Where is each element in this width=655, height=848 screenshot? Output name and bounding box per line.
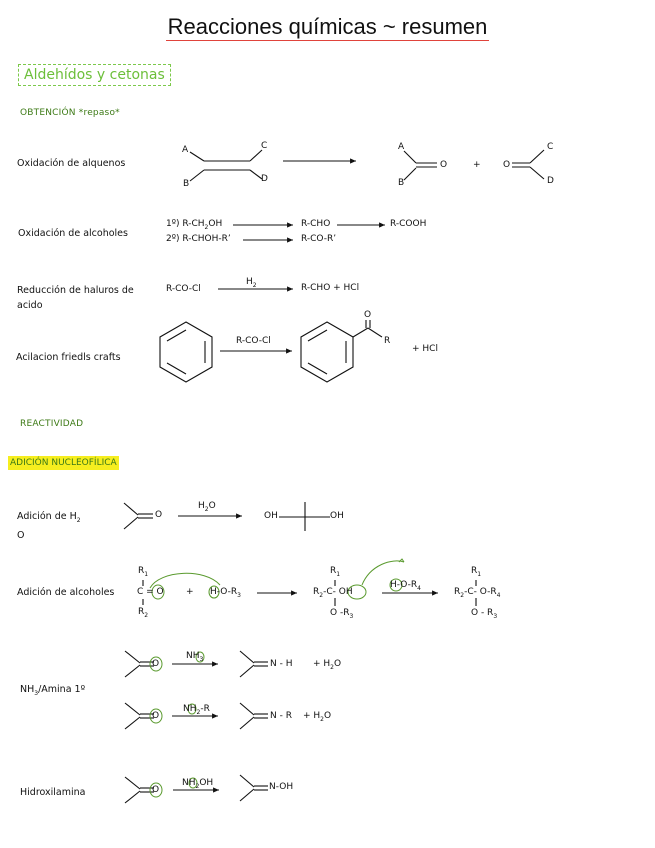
hx-ketone-O: O (152, 785, 160, 795)
reactividad-heading: REACTIVIDAD (20, 419, 84, 429)
atom-D: D (261, 174, 268, 184)
h2o-reagent-sub: 2 (204, 505, 209, 513)
product1-B: B (398, 178, 405, 188)
alc-R2 (138, 607, 148, 619)
obtencion-heading: OBTENCIÓN *repaso* (20, 108, 120, 118)
label-nh3-a: NH (20, 684, 35, 695)
amine-water-o: O (324, 711, 332, 721)
alc-int-c: -C- (323, 587, 336, 597)
oxid2-reactant: 2º) R-CHOH-R’ (166, 234, 231, 244)
h2o-reagent-o: O (208, 501, 216, 511)
imine-product (240, 651, 268, 677)
substituted-imine (240, 703, 268, 729)
alc-R1-sub: 1 (144, 570, 149, 578)
oxime-label: N-OH (269, 782, 294, 792)
label-nh3-b: /Amina 1º (38, 684, 86, 695)
h2o-ketone-O: O (155, 510, 163, 520)
acilacion-R: R (384, 336, 391, 346)
nh3-water (313, 659, 341, 671)
acetal-left: R (454, 587, 461, 597)
reduccion-reagent-sub: 2 (252, 281, 257, 289)
reduccion-reagent-text: H (246, 277, 253, 287)
atom-B: B (183, 179, 190, 189)
reduccion-product: R-CHO + HCl (301, 283, 360, 293)
nh3-water-o: O (334, 659, 342, 669)
hx-reagent-tail: OH (199, 778, 214, 788)
reduccion-reagent (246, 277, 257, 289)
oxime-product (240, 775, 268, 801)
label-adicion-alcoholes: Adición de alcoholes (17, 587, 115, 598)
amine-water-sub: 2 (320, 715, 324, 723)
alc-int-left-sub: 2 (319, 591, 324, 599)
hx-reagent-text: NH (182, 778, 196, 788)
alc-int-oh: OH (338, 587, 353, 597)
plus-sign: + (473, 160, 481, 170)
alc-R2-text: R (138, 607, 145, 617)
alc-int-or-text: O -R (330, 608, 350, 618)
acetal-R1-text: R (471, 566, 478, 576)
label-acilacion: Acilacion friedls crafts (16, 352, 121, 363)
alc-int-R1 (330, 566, 340, 578)
nh3-water-h: + H (313, 659, 331, 669)
nh3-reagent-text: NH (186, 651, 200, 661)
aldehyde-product-1 (404, 151, 437, 180)
acetal-R1 (471, 566, 481, 578)
nh3-ketone-O: O (152, 659, 160, 669)
alc-reagent-h: H (210, 587, 217, 597)
alc-int-or-sub: 3 (349, 612, 354, 620)
label-hidroxilamina: Hidroxilamina (20, 787, 86, 798)
alc-reagent-2-sub: 4 (417, 584, 421, 592)
ketone-h2o (124, 503, 153, 529)
amine-product: N - R (270, 711, 292, 721)
nh3-water-sub: 2 (330, 663, 334, 671)
alc-int-OR (330, 608, 353, 620)
oxid1-sub: 2 (204, 223, 209, 231)
oxid1-reactant-text: 1º) R-CH (166, 219, 205, 229)
alc-reagent (210, 587, 241, 599)
page-title: Reacciones químicas ~ resumen (167, 14, 488, 39)
product2-D: D (547, 176, 554, 186)
product2-C: C (547, 142, 554, 152)
amine-ketone-O: O (152, 711, 160, 721)
acilacion-O: O (364, 310, 372, 320)
alkene-structure (190, 150, 262, 181)
acilacion-reagent: R-CO-Cl (236, 336, 271, 346)
label-nh3-sub: 3 (34, 689, 39, 697)
gem-diol (279, 502, 330, 531)
benzene-ring (160, 322, 212, 382)
alc-R1-text: R (138, 566, 145, 576)
adicion-nucleofilica-heading: ADICIÓN NUCLEOFÍLICA (10, 458, 117, 468)
amine-reagent (183, 704, 210, 716)
alc-carbonyl: C = O (137, 587, 164, 597)
diol-oh-left: OH (264, 511, 278, 521)
hx-reagent (182, 778, 213, 790)
amine-reagent-tail: -R (200, 704, 210, 714)
alc-reagent-sub: 3 (237, 591, 241, 599)
alc-int-R1-sub: 1 (336, 570, 341, 578)
product1-A: A (398, 142, 405, 152)
atom-A: A (182, 145, 189, 155)
alc-plus: + (186, 587, 194, 597)
product1-O: O (440, 160, 448, 170)
amine-water-h: + H (303, 711, 321, 721)
product2-O: O (503, 160, 511, 170)
label-oxidacion-alquenos: Oxidación de alquenos (17, 158, 126, 169)
nh3-product: N - H (270, 659, 293, 669)
alc-R2-sub: 2 (144, 611, 149, 619)
nh3-reagent (186, 651, 203, 663)
acetal-left-sub: 2 (460, 591, 465, 599)
amine-reagent-sub: 2 (196, 708, 201, 716)
oxid1-tail: OH (208, 219, 223, 229)
acetal-c-sub: 4 (496, 591, 501, 599)
alc-int-R1-text: R (330, 566, 337, 576)
acetal-or-sub: 3 (493, 612, 498, 620)
alc-reagent-2-text: H-O-R (390, 580, 418, 590)
aldehyde-product-2 (512, 150, 544, 179)
h2o-reagent-h: H (198, 501, 205, 511)
oxid1-product1: R-CHO (301, 219, 331, 229)
amine-water (303, 711, 331, 723)
alc-R1 (138, 566, 148, 578)
section-heading: Aldehídos y cetonas (18, 64, 171, 86)
acetal-c: -C- O-R (464, 587, 497, 597)
diol-oh-right: OH (330, 511, 344, 521)
alc-reagent-tail: -O-R (216, 587, 238, 597)
acetal-OR (471, 608, 497, 620)
label-adicion-h2o-b: O (17, 529, 25, 541)
oxid1-product2: R-COOH (390, 219, 427, 229)
label-adicion-h2o-sub: 2 (76, 516, 81, 524)
atom-C: C (261, 141, 268, 151)
label-reduccion-line1: Reducción de haluros de (17, 285, 134, 296)
alc-int-center (313, 587, 353, 599)
acylbenzene-product (301, 320, 382, 382)
acilacion-hcl: + HCl (412, 344, 438, 354)
alc-int-left: R (313, 587, 320, 597)
nh3-reagent-sub: 3 (199, 655, 204, 663)
label-oxidacion-alcoholes: Oxidación de alcoholes (18, 228, 128, 239)
acetal-or-text: O - R (471, 608, 494, 618)
h2o-reagent (198, 501, 216, 513)
acetal-R1-sub: 1 (477, 570, 482, 578)
alc-reagent-2 (390, 580, 421, 592)
oxid2-product: R-CO-R’ (301, 234, 337, 244)
amine-reagent-text: NH (183, 704, 197, 714)
acetal-center (454, 587, 500, 599)
hx-reagent-sub: 2 (195, 782, 200, 790)
label-reduccion-line2: acido (17, 300, 43, 311)
label-adicion-h2o-a: Adición de H (17, 511, 77, 522)
reduccion-reactant: R-CO-Cl (166, 284, 201, 294)
oxid1-reactant (166, 219, 222, 231)
